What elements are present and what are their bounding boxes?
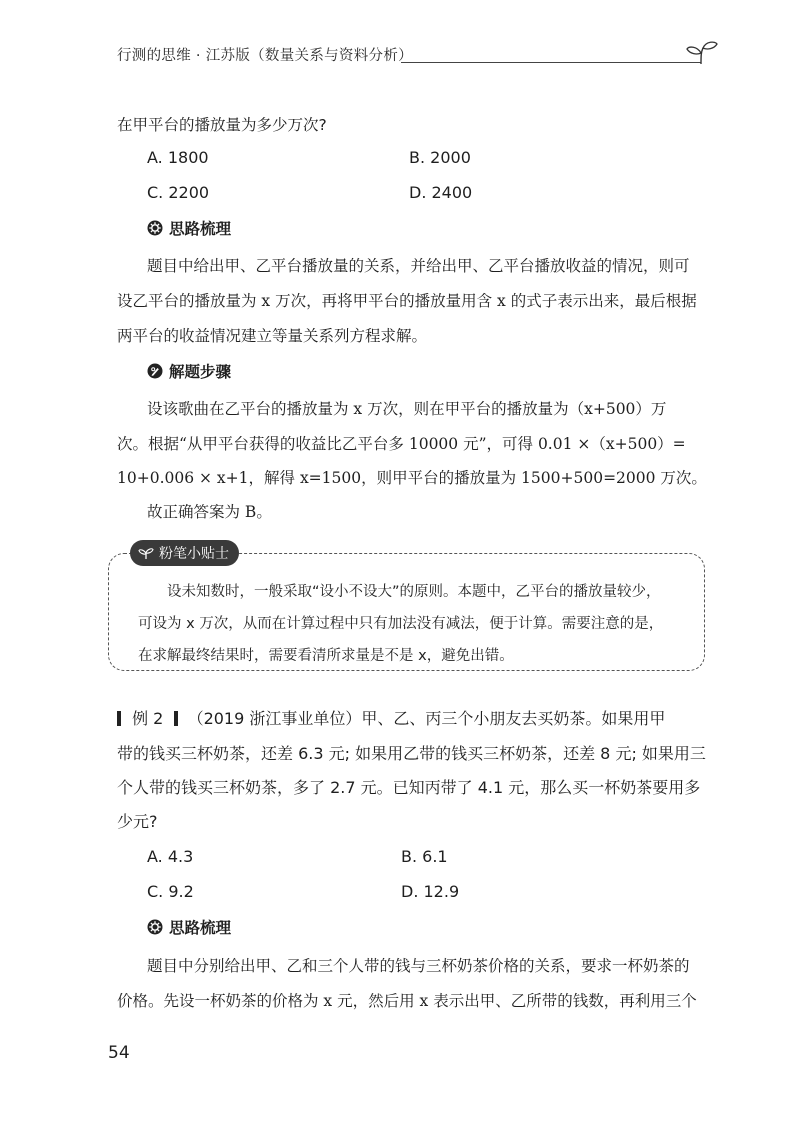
q2-line-1: （2019 浙江事业单位）甲、乙、丙三个小朋友去买奶茶。如果用甲 — [187, 709, 666, 728]
q1-option-b[interactable]: B. 2000 — [409, 148, 471, 167]
sprout-icon — [679, 40, 719, 66]
q2-label-bar-right — [174, 711, 178, 726]
q1-option-c[interactable]: C. 2200 — [147, 183, 210, 202]
q2-label: 例 2 — [132, 709, 164, 728]
tip-line-3: 在求解最终结果时，需要看清所求量是不是 x，避免出错。 — [138, 648, 514, 664]
analysis2-title: 思路梳理 — [169, 919, 232, 937]
q2-first-line — [117, 708, 665, 730]
gear-icon — [147, 220, 163, 236]
q2-line-3: 个人带的钱买三杯奶茶，多了 2.7 元。已知丙带了 4.1 元，那么买一杯奶茶要用多 — [117, 778, 701, 797]
q2-option-c[interactable]: C. 9.2 — [147, 882, 194, 901]
analysis1-line-1: 题目中给出甲、乙平台播放量的关系，并给出甲、乙平台播放收益的情况，则可 — [147, 257, 690, 275]
gear-icon — [147, 919, 163, 935]
q2-option-d[interactable]: D. 12.9 — [401, 882, 460, 901]
tip-badge — [130, 540, 239, 566]
q2-line-4: 少元? — [117, 812, 158, 831]
q2-label-bar-left — [117, 711, 121, 726]
tip-badge-label: 粉笔小贴士 — [159, 546, 229, 562]
solution1-line-3: 10+0.006 × x+1，解得 x=1500，则甲平台的播放量为 1500+500=2000 万次。 — [117, 469, 707, 487]
header-title: 行测的思维 · 江苏版（数量关系与资料分析） — [117, 48, 413, 64]
analysis1-title: 思路梳理 — [169, 220, 232, 238]
analysis2-line-2: 价格。先设一杯奶茶的价格为 x 元，然后用 x 表示出甲、乙所带的钱数，再利用三个 — [117, 992, 697, 1010]
q1-option-a[interactable]: A. 1800 — [147, 148, 209, 167]
solution1-title: 解题步骤 — [169, 363, 232, 381]
solution1-line-1: 设该歌曲在乙平台的播放量为 x 万次，则在甲平台的播放量为（x+500）万 — [147, 400, 667, 418]
solution1-line-2: 次。根据“从甲平台获得的收益比乙平台多 10000 元”，可得 0.01 ×（x+500）= — [117, 435, 686, 453]
pen-icon — [147, 363, 163, 379]
running-header — [117, 42, 717, 76]
analysis1-heading — [147, 217, 231, 239]
header-rule — [401, 62, 701, 63]
solution1-heading — [147, 360, 231, 382]
tip-line-1: 设未知数时，一般采取“设小不设大”的原则。本题中，乙平台的播放量较少， — [167, 584, 661, 600]
analysis1-line-2: 设乙平台的播放量为 x 万次，再将甲平台的播放量用含 x 的式子表示出来，最后根据 — [117, 292, 697, 310]
q2-line-2: 带的钱买三杯奶茶，还差 6.3 元; 如果用乙带的钱买三杯奶茶，还差 8 元; 如果用三 — [117, 744, 706, 763]
q2-option-a[interactable]: A. 4.3 — [147, 847, 194, 866]
q1-option-d[interactable]: D. 2400 — [409, 183, 473, 202]
sprout-icon — [138, 547, 154, 560]
analysis1-line-3: 两平台的收益情况建立等量关系列方程求解。 — [117, 327, 428, 345]
page-number: 54 — [108, 1043, 130, 1063]
solution1-line-4: 故正确答案为 B。 — [147, 503, 272, 521]
analysis2-line-1: 题目中分别给出甲、乙和三个人带的钱与三杯奶茶价格的关系，要求一杯奶茶的 — [147, 957, 690, 975]
q2-option-b[interactable]: B. 6.1 — [401, 847, 448, 866]
tip-line-2: 可设为 x 万次，从而在计算过程中只有加法没有减法，便于计算。需要注意的是， — [138, 616, 664, 632]
q1-stem-end: 在甲平台的播放量为多少万次? — [117, 116, 327, 134]
analysis2-heading — [147, 916, 231, 938]
